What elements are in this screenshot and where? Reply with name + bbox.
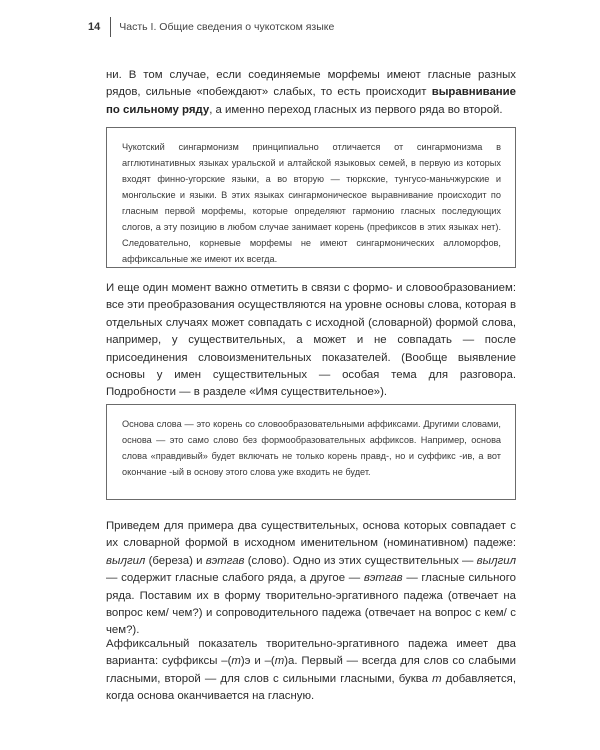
p3-word-vetgav: вэтгав — [205, 554, 245, 567]
p3-word-vetgav-2: вэтгав — [363, 572, 403, 585]
paragraph-1-text — [106, 67, 516, 119]
page-number: 14 — [88, 21, 101, 33]
paragraph-1-bold-term: выравнивание по сильному ряду — [106, 86, 516, 116]
note-box-1-text: Чукотский сингармонизм принципиально отличается от сингармонизма в агглютинативных языках уральской и алтайской языковых семей, в первую из которых входят финно-угорские языки, а во вторую — тюркские, тунгусо-маньчжурские и монгольские и языки. В этих языках сингармоническое выравнивание происходит по гласным первой морфемы, которые определяют гармонию гласных последующих слогов, а эту позицию в любом случае занимает корень (префиксов в этих языках нет). Следовательно, корневые морфемы не имеют сингармонических алломорфов, аффиксальные же имеют их всегда. — [122, 142, 501, 264]
paragraph-1-part-a: ни. В том случае, если соединяемые морфемы имеют гласные разных рядов, сильные «побеждают» слабых, то есть происходит — [106, 69, 516, 99]
paragraph-2 — [106, 280, 516, 402]
running-title: Часть I. Общие сведения о чукотском языке — [119, 21, 335, 33]
p3-word-vylgil-2: выԓгил — [476, 554, 516, 567]
p4-part-3: )а. Первый — всегда для слов со слабыми гласными, второй — для слов с сильными гласными, буква — [106, 655, 516, 685]
p4-part-1: Аффиксальный показатель творительно-эргативного падежа имеет два варианта: суффиксы –( — [106, 638, 516, 668]
p3-part-4: — содержит гласные слабого ряда, а другое — — [106, 572, 364, 585]
p4-letter-t-1: т — [231, 655, 241, 668]
paragraph-1 — [106, 67, 516, 119]
note-box-word-stem — [106, 404, 516, 500]
paragraph-4-text — [106, 636, 516, 706]
p3-part-1: Приведем для примера два существительных, основа которых совпадает с их словарной формой в исходном именительном (номинативном) падеже: — [106, 520, 516, 550]
p4-letter-t-2: т — [274, 655, 285, 668]
p3-part-3: (слово). Одно из этих существительных — — [244, 554, 477, 567]
page-header — [88, 16, 334, 38]
p4-letter-t-3: т — [432, 672, 442, 685]
p4-part-2: )э и –( — [240, 655, 275, 668]
note-box-2-text: Основа слова — это корень со словообразовательными аффиксами. Другими словами, основа — это само слово без формообразовательных аффиксов. Например, основа слова «правдивый» будет включать не только корень правд-, но и суффикс -ив, а вот окончание -ый в основу этого слова уже входить не будет. — [122, 419, 501, 477]
p3-part-2: (береза) и — [145, 554, 206, 567]
p4-part-4: добавляется, когда основа оканчивается на гласную. — [106, 672, 517, 703]
p3-part-5: — гласные сильного ряда. Поставим их в форму творительно-эргативного падежа (отвечает на вопрос кем/ чем?) и сопроводительного падежа (отвечает на вопрос с кем/ с чем?). — [106, 572, 516, 637]
paragraph-3 — [106, 518, 516, 640]
paragraph-4 — [106, 636, 516, 706]
paragraph-1-part-b: , а именно переход гласных из первого ряда во второй. — [209, 103, 503, 116]
p3-word-vylgil: выԓгил — [106, 554, 146, 567]
paragraph-3-text — [106, 518, 516, 640]
note-box-singarmonism — [106, 127, 516, 268]
paragraph-2-text: И еще один момент важно отметить в связи с формо- и словообразованием: все эти преобразования осуществляются на уровне основы слова, которая в отдельных случаях может совпадать с исходной (словарной) формой слова, например, у существительных, а может и не совпадать — после присоединения словоизменительных показателей. (Вообще выявление основы у имен существительных — особая тема для разговора. Подробности — в разделе «Имя существительное»). — [106, 282, 516, 399]
header-divider — [110, 17, 111, 37]
